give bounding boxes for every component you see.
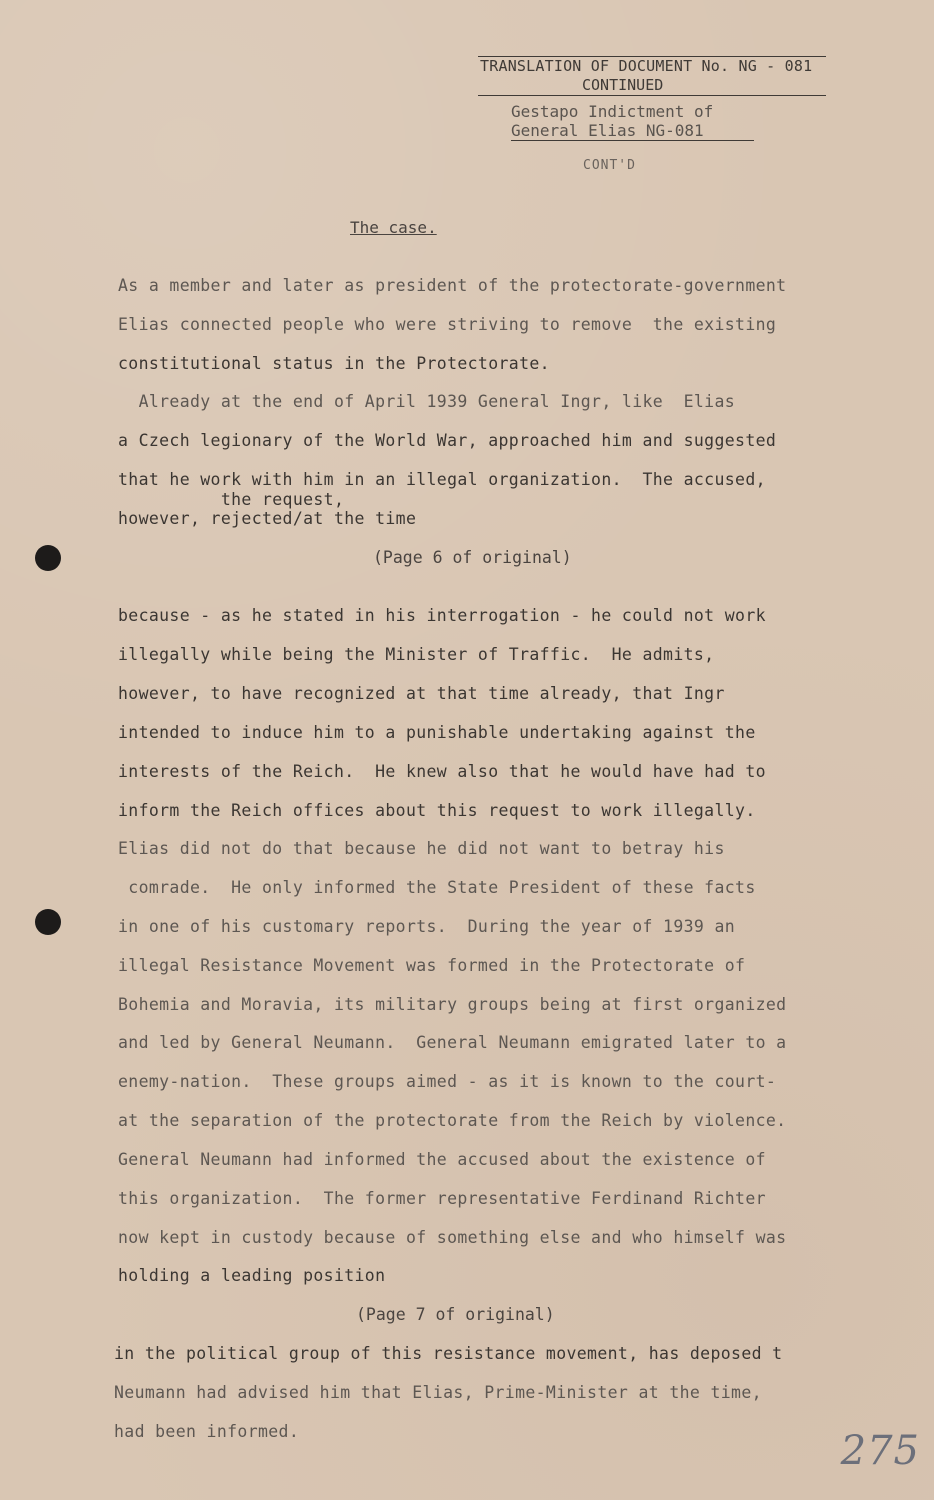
contd-label: CONT'D	[583, 158, 636, 173]
section-heading: The case.	[350, 218, 437, 237]
continued-label: CONTINUED	[582, 76, 664, 94]
body-line: Bohemia and Moravia, its military groups being at first organized	[118, 995, 787, 1014]
subtitle-line-2: General Elias NG-081	[511, 121, 704, 140]
body-line: had been informed.	[114, 1422, 300, 1441]
body-line: Elias did not do that because he did not want to betray his	[118, 839, 725, 858]
header-bottom-rule	[478, 95, 826, 96]
body-line: however, to have recognized at that time already, that Ingr	[118, 684, 725, 703]
body-line: and led by General Neumann. General Neumann emigrated later to a	[118, 1033, 787, 1052]
punch-hole	[35, 545, 61, 571]
body-line: Already at the end of April 1939 General Ingr, like Elias	[118, 392, 736, 411]
document-header	[478, 56, 828, 96]
body-line: holding a leading position	[118, 1266, 386, 1285]
body-line: that he work with him in an illegal organization. The accused,	[118, 470, 766, 489]
page-reference: (Page 6 of original)	[373, 548, 572, 567]
subtitle-line-1: Gestapo Indictment of	[511, 102, 714, 121]
body-line: intended to induce him to a punishable undertaking against the	[118, 723, 756, 742]
body-line: comrade. He only informed the State President of these facts	[118, 878, 756, 897]
body-line: Neumann had advised him that Elias, Prime-Minister at the time,	[114, 1383, 762, 1402]
body-line: in one of his customary reports. During the year of 1939 an	[118, 917, 736, 936]
body-line: however, rejected/at the time	[118, 509, 417, 528]
handwritten-page-number: 275	[840, 1428, 920, 1474]
body-line: because - as he stated in his interrogation - he could not work	[118, 606, 766, 625]
body-line: illegal Resistance Movement was formed in the Protectorate of	[118, 956, 746, 975]
body-line-insert: the request,	[118, 490, 345, 509]
body-line: Elias connected people who were striving to remove the existing	[118, 315, 777, 334]
body-line: now kept in custody because of something else and who himself was	[118, 1228, 787, 1247]
body-line: at the separation of the protectorate from the Reich by violence.	[118, 1111, 787, 1130]
body-line: As a member and later as president of the protectorate-government	[118, 276, 787, 295]
body-line: illegally while being the Minister of Traffic. He admits,	[118, 645, 715, 664]
body-line: enemy-nation. These groups aimed - as it is known to the court-	[118, 1072, 777, 1091]
body-line: this organization. The former representative Ferdinand Richter	[118, 1189, 766, 1208]
body-line: constitutional status in the Protectorate.	[118, 354, 550, 373]
body-line: a Czech legionary of the World War, approached him and suggested	[118, 431, 777, 450]
body-line: General Neumann had informed the accused about the existence of	[118, 1150, 766, 1169]
document-subtitle	[511, 102, 754, 141]
subtitle-rule	[511, 140, 754, 141]
page-reference: (Page 7 of original)	[356, 1305, 555, 1324]
body-line: inform the Reich offices about this request to work illegally.	[118, 801, 756, 820]
body-line: in the political group of this resistance movement, has deposed t	[114, 1344, 783, 1363]
punch-hole	[35, 909, 61, 935]
translation-title: TRANSLATION OF DOCUMENT No. NG - 081	[480, 57, 813, 75]
body-line: interests of the Reich. He knew also that he would have had to	[118, 762, 766, 781]
